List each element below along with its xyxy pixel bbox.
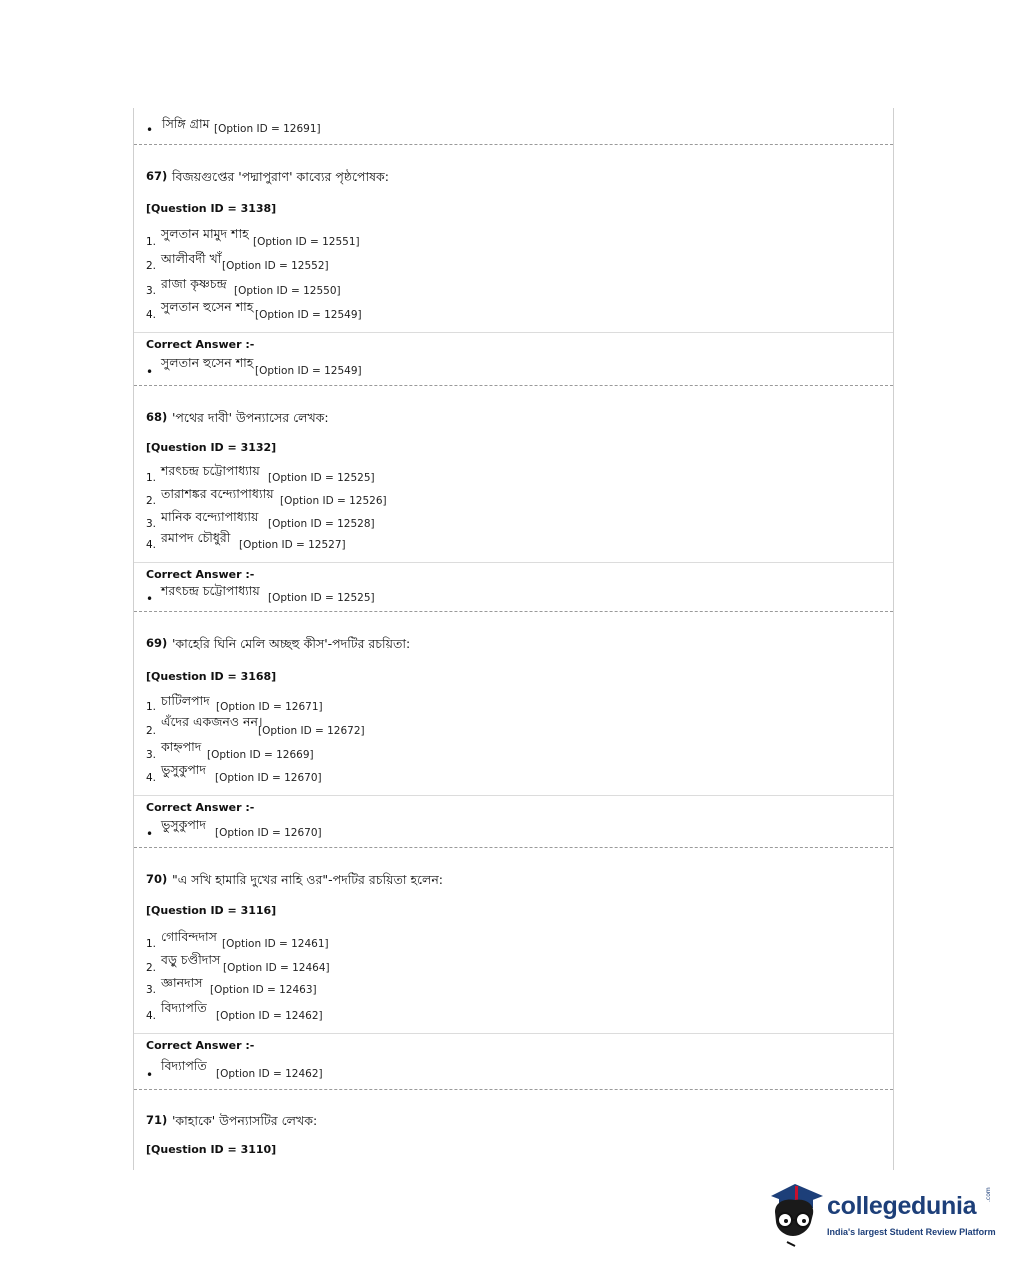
option-number: 2. — [146, 725, 157, 737]
option-number: 2. — [146, 962, 157, 974]
question-text: "এ সখি হামারি দুখের নাহি ওর"-পদটির রচয়িতা হলেন: — [172, 872, 444, 887]
answer-bullet: • — [146, 1068, 154, 1082]
option-id: [Option ID = 12671] — [216, 701, 323, 713]
question-id: [Question ID = 3132] — [146, 441, 277, 454]
answer-option-id: [Option ID = 12525] — [268, 592, 375, 604]
answer-text: শরৎচন্দ্র চট্টোপাধ্যায় — [161, 583, 260, 598]
option-text: সুলতান মামুদ শাহ — [161, 226, 249, 241]
answer-divider — [134, 795, 893, 796]
option-id: [Option ID = 12551] — [253, 236, 360, 248]
option-number: 4. — [146, 772, 157, 784]
option-number: 4. — [146, 309, 157, 321]
option-id: [Option ID = 12670] — [215, 772, 322, 784]
answer-divider — [134, 562, 893, 563]
option-number: 3. — [146, 285, 157, 297]
answer-text: ভুসুকুপাদ — [161, 817, 206, 832]
collegedunia-logo — [765, 1178, 995, 1248]
question-id: [Question ID = 3110] — [146, 1143, 277, 1156]
option-text: গোবিন্দদাস — [161, 929, 217, 944]
answer-text: সিঙ্গি গ্রাম — [162, 116, 210, 131]
option-id: [Option ID = 12549] — [255, 309, 362, 321]
correct-answer-label: Correct Answer :- — [146, 1039, 255, 1052]
option-id: [Option ID = 12525] — [268, 472, 375, 484]
answer-option-id: [Option ID = 12670] — [215, 827, 322, 839]
option-number: 3. — [146, 518, 157, 530]
option-text: মানিক বন্দ্যোপাধ্যায় — [161, 509, 259, 524]
question-id: [Question ID = 3168] — [146, 670, 277, 683]
question-number: 68) — [146, 410, 168, 424]
answer-bullet: • — [146, 123, 154, 137]
logo-tagline: India's largest Student Review Platform — [827, 1227, 996, 1237]
logo-wordmark: collegedunia — [827, 1192, 977, 1220]
answer-text: সুলতান হুসেন শাহ — [161, 355, 254, 370]
option-text: জ্ঞানদাস — [161, 975, 203, 990]
option-text: রাজা কৃষ্ণচন্দ্র — [161, 276, 227, 291]
option-number: 3. — [146, 984, 157, 996]
option-number: 4. — [146, 1010, 157, 1022]
question-number: 71) — [146, 1113, 168, 1127]
logo-suffix: .com — [985, 1187, 992, 1202]
option-text: তারাশঙ্কর বন্দ্যোপাধ্যায় — [161, 486, 274, 501]
option-id: [Option ID = 12462] — [216, 1010, 323, 1022]
answer-option-id: [Option ID = 12549] — [255, 365, 362, 377]
question-separator — [134, 144, 893, 145]
question-separator — [134, 1089, 893, 1090]
question-separator — [134, 847, 893, 848]
option-number: 2. — [146, 495, 157, 507]
question-text: বিজয়গুপ্তের 'পদ্মাপুরাণ' কাব্যের পৃষ্ঠপোষক: — [172, 169, 389, 184]
option-number: 1. — [146, 938, 157, 950]
option-number: 3. — [146, 749, 157, 761]
answer-divider — [134, 1033, 893, 1034]
option-number: 2. — [146, 260, 157, 272]
option-id: [Option ID = 12464] — [223, 962, 330, 974]
option-id: [Option ID = 12552] — [222, 260, 329, 272]
option-id: [Option ID = 12527] — [239, 539, 346, 551]
option-text: চাটিলপাদ — [161, 693, 210, 708]
question-text: 'পথের দাবী' উপন্যাসের লেখক: — [172, 410, 329, 425]
exam-page — [133, 108, 894, 1170]
question-separator — [134, 385, 893, 386]
option-number: 1. — [146, 701, 157, 713]
question-number: 67) — [146, 169, 168, 183]
option-id: [Option ID = 12461] — [222, 938, 329, 950]
answer-divider — [134, 332, 893, 333]
answer-text: বিদ্যাপতি — [161, 1058, 207, 1073]
option-number: 1. — [146, 236, 157, 248]
option-text: ভুসুকুপাদ — [161, 762, 206, 777]
question-id: [Question ID = 3116] — [146, 904, 277, 917]
answer-bullet: • — [146, 592, 154, 606]
correct-answer-label: Correct Answer :- — [146, 568, 255, 581]
question-number: 70) — [146, 872, 168, 886]
question-id: [Question ID = 3138] — [146, 202, 277, 215]
option-text: কাহ্নপাদ — [161, 739, 202, 754]
answer-bullet: • — [146, 365, 154, 379]
question-separator — [134, 611, 893, 612]
option-id: [Option ID = 12672] — [258, 725, 365, 737]
option-id: [Option ID = 12669] — [207, 749, 314, 761]
option-text: এঁদের একজনও নন। — [161, 714, 263, 729]
question-text: 'কাহাকে' উপন্যাসটির লেখক: — [172, 1113, 318, 1128]
option-id: [Option ID = 12550] — [234, 285, 341, 297]
question-text: 'কাহেরি ঘিনি মেলি অচ্ছহু কীস'-পদটির রচয়িতা: — [172, 636, 411, 651]
correct-answer-label: Correct Answer :- — [146, 338, 255, 351]
option-text: বড়ু চণ্ডীদাস — [161, 952, 221, 967]
option-text: বিদ্যাপতি — [161, 1000, 207, 1015]
option-number: 4. — [146, 539, 157, 551]
option-number: 1. — [146, 472, 157, 484]
correct-answer-label: Correct Answer :- — [146, 801, 255, 814]
option-id: [Option ID = 12463] — [210, 984, 317, 996]
option-id: [Option ID = 12528] — [268, 518, 375, 530]
option-text: রমাপদ চৌধুরী — [161, 530, 231, 545]
option-text: শরৎচন্দ্র চট্টোপাধ্যায় — [161, 463, 260, 478]
student-mascot-icon — [765, 1178, 825, 1248]
option-text: আলীবর্দী খাঁ — [161, 251, 222, 266]
question-number: 69) — [146, 636, 168, 650]
answer-bullet: • — [146, 827, 154, 841]
option-id: [Option ID = 12526] — [280, 495, 387, 507]
option-text: সুলতান হুসেন শাহ — [161, 299, 254, 314]
answer-option-id: [Option ID = 12691] — [214, 123, 321, 135]
answer-option-id: [Option ID = 12462] — [216, 1068, 323, 1080]
